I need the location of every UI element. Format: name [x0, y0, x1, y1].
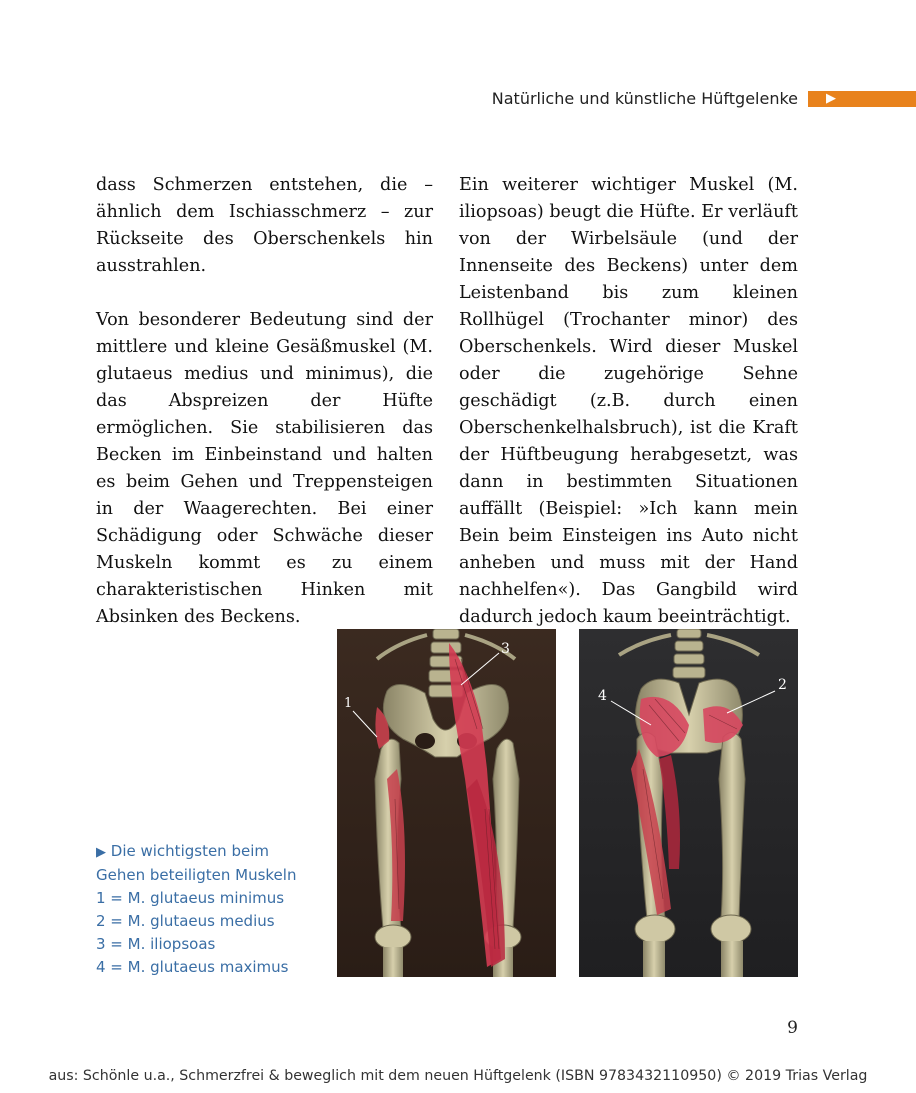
- running-header: Natürliche und künstliche Hüftgelenke: [491, 89, 798, 108]
- figure-label-4: 4: [598, 688, 607, 704]
- right-triangle-icon: ▶: [96, 845, 106, 860]
- source-footer: aus: Schönle u.a., Schmerzfrei & beweglich mit dem neuen Hüftgelenk (ISBN 9783432110950) © 2019 Trias Verlag: [48, 1068, 868, 1084]
- paragraph: dass Schmerzen entstehen, die – ähnlich dem Ischiasschmerz – zur Rückseite des Oberschenkels hin ausstrahlen.: [96, 175, 433, 276]
- caption-title: Gehen beteiligten Muskeln: [96, 866, 297, 884]
- paragraph: Ein weiterer wichtiger Muskel (M. iliopsoas) beugt die Hüfte. Er verläuft von der Wirbelsäule (und der Innenseite des Beckens) unter dem Leistenband bis zum kleinen Rollhügel (Trochanter minor) des Oberschenkels. Wird dieser Muskel oder die zugehörige Sehne geschädigt (z.B. durch einen Oberschenkelhalsbruch), ist die Kraft der Hüftbeugung herabgesetzt, was dann in bestimmten Situationen auffällt (Beispiel: »Ich kann mein Bein beim Einsteigen ins Auto nicht anheben und muss mit der Hand nachhelfen«). Das Gangbild wird dadurch jedoch kaum beeinträchtigt.: [459, 175, 798, 627]
- page-number: 9: [787, 1018, 798, 1038]
- figure-label-1: 1: [344, 696, 353, 711]
- text-column-right: [459, 172, 798, 631]
- header-accent-bar: [808, 91, 916, 107]
- caption-item: 4 = M. glutaeus maximus: [96, 958, 289, 976]
- text-column-left: [96, 172, 433, 631]
- caption-item: 3 = M. iliopsoas: [96, 935, 216, 953]
- right-triangle-icon: ▶: [826, 91, 836, 106]
- caption-item: 2 = M. glutaeus medius: [96, 912, 275, 930]
- caption-item: 1 = M. glutaeus minimus: [96, 889, 285, 907]
- hip-muscles-front-illustration: [337, 629, 556, 977]
- figure-label-2: 2: [778, 677, 787, 693]
- hip-muscles-back-illustration: [579, 629, 798, 977]
- figure-label-3: 3: [501, 641, 510, 657]
- caption-title: Die wichtigsten beim: [110, 842, 269, 860]
- figure-caption: [96, 840, 326, 979]
- paragraph: Von besonderer Bedeutung sind der mittlere und kleine Gesäßmuskel (M. glutaeus medius und minimus), die das Abspreizen der Hüfte ermöglichen. Sie stabilisieren das Becken im Einbeinstand und halten es beim Gehen und Treppensteigen in der Waagerechten. Bei einer Schädigung oder Schwäche dieser Muskeln kommt es zu einem charakteristischen Hinken mit Absinken des Beckens.: [96, 310, 433, 627]
